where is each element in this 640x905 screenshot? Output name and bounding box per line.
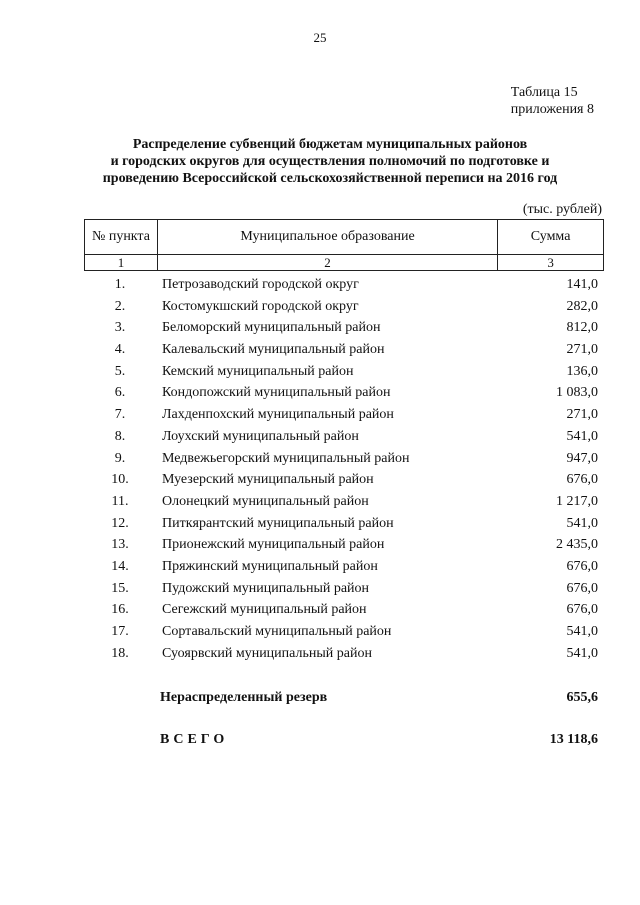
municipality-name: Беломорский муниципальный район <box>162 320 381 336</box>
subvention-sum: 676,0 <box>566 472 598 488</box>
subvention-sum: 271,0 <box>566 407 598 423</box>
total-value: 13 118,6 <box>549 732 598 747</box>
municipality-name: Кемский муниципальный район <box>162 363 354 379</box>
column-number-3: 3 <box>498 255 604 271</box>
table-row <box>84 275 604 297</box>
table-body <box>84 275 604 665</box>
row-number: 12. <box>111 515 129 531</box>
row-number: 5. <box>114 363 126 379</box>
subvention-sum: 947,0 <box>566 450 598 466</box>
municipality-name: Муезерский муниципальный район <box>162 472 374 488</box>
subvention-sum: 541,0 <box>566 645 598 661</box>
row-number: 10. <box>111 472 129 488</box>
row-number: 2. <box>114 298 126 314</box>
page-number: 25 <box>313 30 327 45</box>
table-header <box>84 219 604 271</box>
municipality-name: Пудожский муниципальный район <box>162 580 370 596</box>
table-label: Таблица 15 <box>510 85 578 100</box>
title-line-3: проведению Всероссийской сельскохозяйственной переписи на 2016 год <box>102 171 558 186</box>
row-number: 9. <box>114 450 126 466</box>
table-row <box>84 557 604 579</box>
table-row <box>84 340 604 362</box>
municipality-name: Кондопожский муниципальный район <box>162 385 391 401</box>
header-municipality: Муниципальное образование <box>157 220 497 255</box>
document-title <box>70 136 590 187</box>
municipality-name: Суоярвский муниципальный район <box>162 645 372 661</box>
title-line-2: и городских округов для осуществления полномочий по подготовке и <box>110 154 550 169</box>
table-row <box>84 449 604 471</box>
municipality-name: Питкярантский муниципальный район <box>162 515 394 531</box>
row-number: 14. <box>111 558 129 574</box>
subvention-sum: 2 435,0 <box>556 537 598 553</box>
row-number: 15. <box>111 580 129 596</box>
subvention-sum: 1 083,0 <box>556 385 598 401</box>
subvention-sum: 136,0 <box>566 363 598 379</box>
table-row <box>84 318 604 340</box>
column-number-2: 2 <box>157 255 497 271</box>
municipality-name: Пряжинский муниципальный район <box>162 558 378 574</box>
table-row <box>84 405 604 427</box>
row-number: 6. <box>114 385 126 401</box>
header-item-number: № пункта <box>85 220 158 255</box>
appendix-label: приложения 8 <box>510 102 594 117</box>
subvention-sum: 541,0 <box>566 624 598 639</box>
municipality-name: Сортавальский муниципальный район <box>162 624 392 639</box>
table-row <box>84 514 604 536</box>
row-number: 18. <box>111 645 129 661</box>
municipality-name: Медвежьегорский муниципальный район <box>162 450 410 466</box>
row-number: 17. <box>111 624 129 639</box>
table-row <box>84 427 604 449</box>
table-row <box>84 644 604 666</box>
municipality-name: Прионежский муниципальный район <box>162 537 385 553</box>
row-number: 8. <box>114 428 126 444</box>
table-reference <box>511 84 594 118</box>
subvention-sum: 541,0 <box>566 428 598 444</box>
subvention-sum: 141,0 <box>566 277 598 292</box>
table-row <box>84 297 604 319</box>
row-number: 7. <box>114 407 126 423</box>
subvention-sum: 676,0 <box>566 580 598 596</box>
row-number: 3. <box>114 320 126 336</box>
total-label: ВСЕГО <box>160 732 229 747</box>
column-number-1: 1 <box>85 255 158 271</box>
title-line-1: Распределение субвенций бюджетам муниципальных районов <box>132 137 528 152</box>
subvention-sum: 1 217,0 <box>556 493 598 509</box>
row-number: 16. <box>111 602 129 618</box>
municipality-name: Олонецкий муниципальный район <box>162 493 369 509</box>
municipality-name: Костомукшский городской округ <box>162 298 359 314</box>
subvention-sum: 282,0 <box>566 298 598 314</box>
reserve-label: Нераспределенный резерв <box>160 690 328 705</box>
municipality-name: Сегежский муниципальный район <box>162 602 367 618</box>
table-row <box>84 383 604 405</box>
municipality-name: Петрозаводский городской округ <box>162 277 359 292</box>
row-number: 1. <box>114 277 126 292</box>
municipality-name: Калевальский муниципальный район <box>162 342 385 358</box>
municipality-name: Лоухский муниципальный район <box>162 428 359 444</box>
table-row <box>84 492 604 514</box>
units-note: (тыс. рублей) <box>522 202 602 217</box>
table-row <box>84 470 604 492</box>
reserve-value: 655,6 <box>566 690 598 705</box>
municipality-name: Лахденпохский муниципальный район <box>162 407 394 423</box>
row-number: 13. <box>111 537 129 553</box>
table-row <box>84 535 604 557</box>
row-number: 4. <box>114 342 126 358</box>
table-row <box>84 600 604 622</box>
header-sum: Сумма <box>498 220 604 255</box>
table-row <box>84 579 604 601</box>
subvention-sum: 676,0 <box>566 602 598 618</box>
table-row <box>84 622 604 644</box>
subvention-sum: 812,0 <box>566 320 598 336</box>
subvention-sum: 676,0 <box>566 558 598 574</box>
subvention-sum: 541,0 <box>566 515 598 531</box>
table-row <box>84 362 604 384</box>
row-number: 11. <box>111 493 129 509</box>
subvention-sum: 271,0 <box>566 342 598 358</box>
